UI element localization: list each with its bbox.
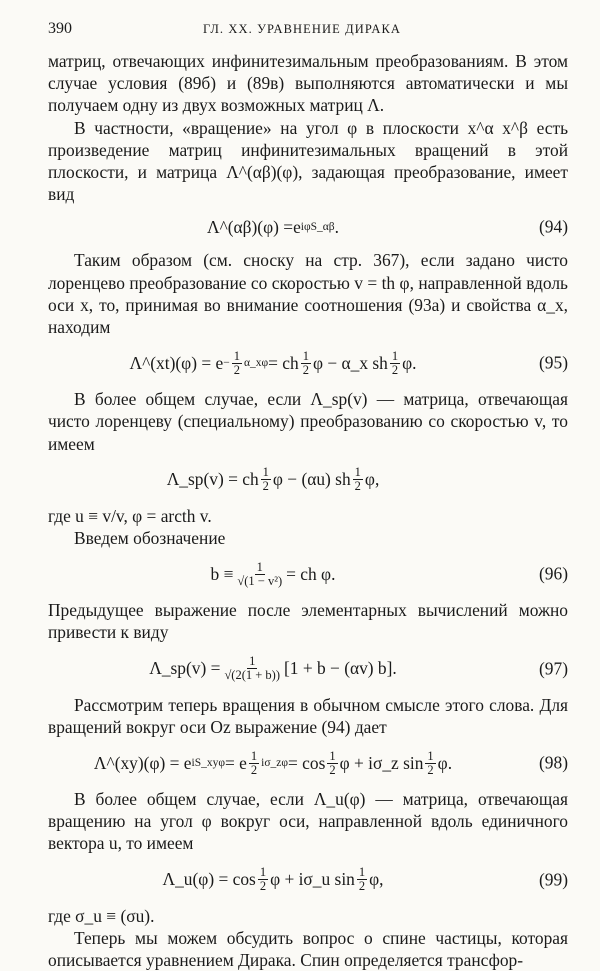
- equation-98: [48, 738, 568, 788]
- eq98-mid1: = e: [225, 752, 247, 773]
- eq99-number: (99): [539, 869, 568, 890]
- equation-94: Λ^(αβ)(φ) = e iφS_αβ . (94): [206, 216, 568, 237]
- half-fraction: $\frac{1}{2}$: [302, 348, 309, 377]
- eq95-number: (95): [539, 352, 568, 373]
- eq96-fraction: $\frac{1}{\text{√(1 − v²)}}$: [237, 559, 283, 588]
- paragraph-7: Предыдущее выражение после элементарных вычислений можно привести к виду: [48, 600, 568, 643]
- eq94-number: (94): [539, 216, 568, 237]
- paragraph-5: где u ≡ v/v, φ = arcth v.: [48, 505, 212, 526]
- page-header: [48, 20, 556, 44]
- paragraph-1: матриц, отвечающих инфинитезимальным преобразованиям. В этом случае условия (89б) и (89в) выполняются автоматически и мы получаем одну из двух возможных матриц Λ.: [48, 51, 568, 116]
- paragraph-4: В более общем случае, если Λ_sp(v) — матрица, отвечающая чисто лоренцеву (специальному) преобразованию со скоростью v, то имеем: [48, 389, 568, 454]
- paragraph-3: Таким образом (см. сноску на стр. 367), если задано чисто лоренцево преобразование со скоростью v = th φ, направленной вдоль оси x, то, принимая во внимание соотношения (93а) и свойства α_x, находим: [48, 250, 568, 338]
- eq94-left: Λ^(αβ)(φ) =: [206, 216, 294, 237]
- eq97-fraction: $\frac{1}{√(2(1 + b))}$: [224, 654, 280, 683]
- half-fraction: $\frac{1}{2}$: [427, 748, 434, 777]
- half-fraction: $\frac{1}{2}$: [262, 465, 269, 494]
- page-number: 390: [48, 20, 72, 37]
- paragraph-10: где σ_u ≡ (σu).: [48, 905, 155, 926]
- eq95-left: Λ^(xt)(φ) = e: [129, 352, 224, 373]
- half-fraction: $\frac{1}{2}$: [329, 748, 336, 777]
- half-fraction: $\frac{1}{2}$: [391, 348, 399, 377]
- eq98-tail: φ.: [437, 752, 453, 773]
- equation-97: [48, 644, 568, 694]
- equation-sp: [48, 455, 568, 505]
- equation-99: [48, 855, 568, 905]
- eq98-number: (98): [539, 752, 568, 773]
- half-fraction: $\frac{1}{2}$: [259, 865, 267, 894]
- eq97-number: (97): [539, 658, 568, 679]
- eq96-left: b ≡: [210, 563, 234, 584]
- paragraph-11: Теперь мы можем обсудить вопрос о спине частицы, которая описывается уравнением Дирака. Спин определяется трансфор-: [48, 927, 568, 971]
- eq96-tail: = ch φ.: [286, 563, 336, 584]
- eq99-mid: φ + iσ_u sin: [270, 869, 355, 890]
- eq94-tail: .: [334, 216, 340, 237]
- eq97-tail: [1 + b − (αv) b].: [284, 658, 397, 679]
- half-fraction: $\frac{1}{2}$: [354, 465, 361, 494]
- paragraph-9: В более общем случае, если Λ_u(φ) — матрица, отвечающая вращению на угол φ вокруг оси, направленной вдоль единичного вектора u, то имеем: [48, 789, 568, 854]
- eq97-left: Λ_sp(v) =: [149, 658, 221, 679]
- equation-96: [48, 549, 568, 599]
- equation-95: [48, 338, 568, 388]
- eq99-left: Λ_u(φ) = cos: [162, 869, 256, 890]
- eq98-mid2: = cos: [288, 752, 326, 773]
- eq96-number: (96): [539, 563, 568, 584]
- eq98-mid3: φ + iσ_z sin: [339, 752, 424, 773]
- eq98-exponent-2: $\frac{1}{2}$ iσ_zφ: [250, 748, 289, 777]
- paragraph-8: Рассмотрим теперь вращения в обычном смысле этого слова. Для вращений вокруг оси Oz выражение (94) дает: [48, 694, 568, 737]
- running-head: ГЛ. XX. УРАВНЕНИЕ ДИРАКА: [202, 22, 402, 36]
- paragraph-2: В частности, «вращение» на угол φ в плоскости x^α x^β есть произведение матриц инфинитезимальных вращений в этой плоскости, и матрица Λ^(αβ)(φ), задающая преобразование, имеет вид: [48, 117, 568, 205]
- eq99-tail: φ,: [369, 869, 384, 890]
- half-fraction: $\frac{1}{2}$: [358, 865, 366, 894]
- eq95-exponent: − $\frac{1}{2}$ α_xφ: [223, 348, 269, 377]
- page-body: [48, 50, 568, 971]
- eq95-tail: φ.: [402, 352, 417, 373]
- eq98-exponent-1: iS_xyφ: [191, 757, 225, 770]
- eq95-mid: = ch: [268, 352, 299, 373]
- eqsp-mid: φ − (αu) sh: [272, 469, 351, 490]
- eqsp-left: Λ_sp(v) = ch: [166, 469, 259, 490]
- eq94-exponent: iφS_αβ: [300, 221, 335, 234]
- eqsp-tail: φ,: [364, 469, 380, 490]
- paragraph-6: Введем обозначение: [74, 528, 226, 549]
- eq98-left: Λ^(xy)(φ) = e: [93, 752, 192, 773]
- eq95-mid2: φ − α_x sh: [312, 352, 388, 373]
